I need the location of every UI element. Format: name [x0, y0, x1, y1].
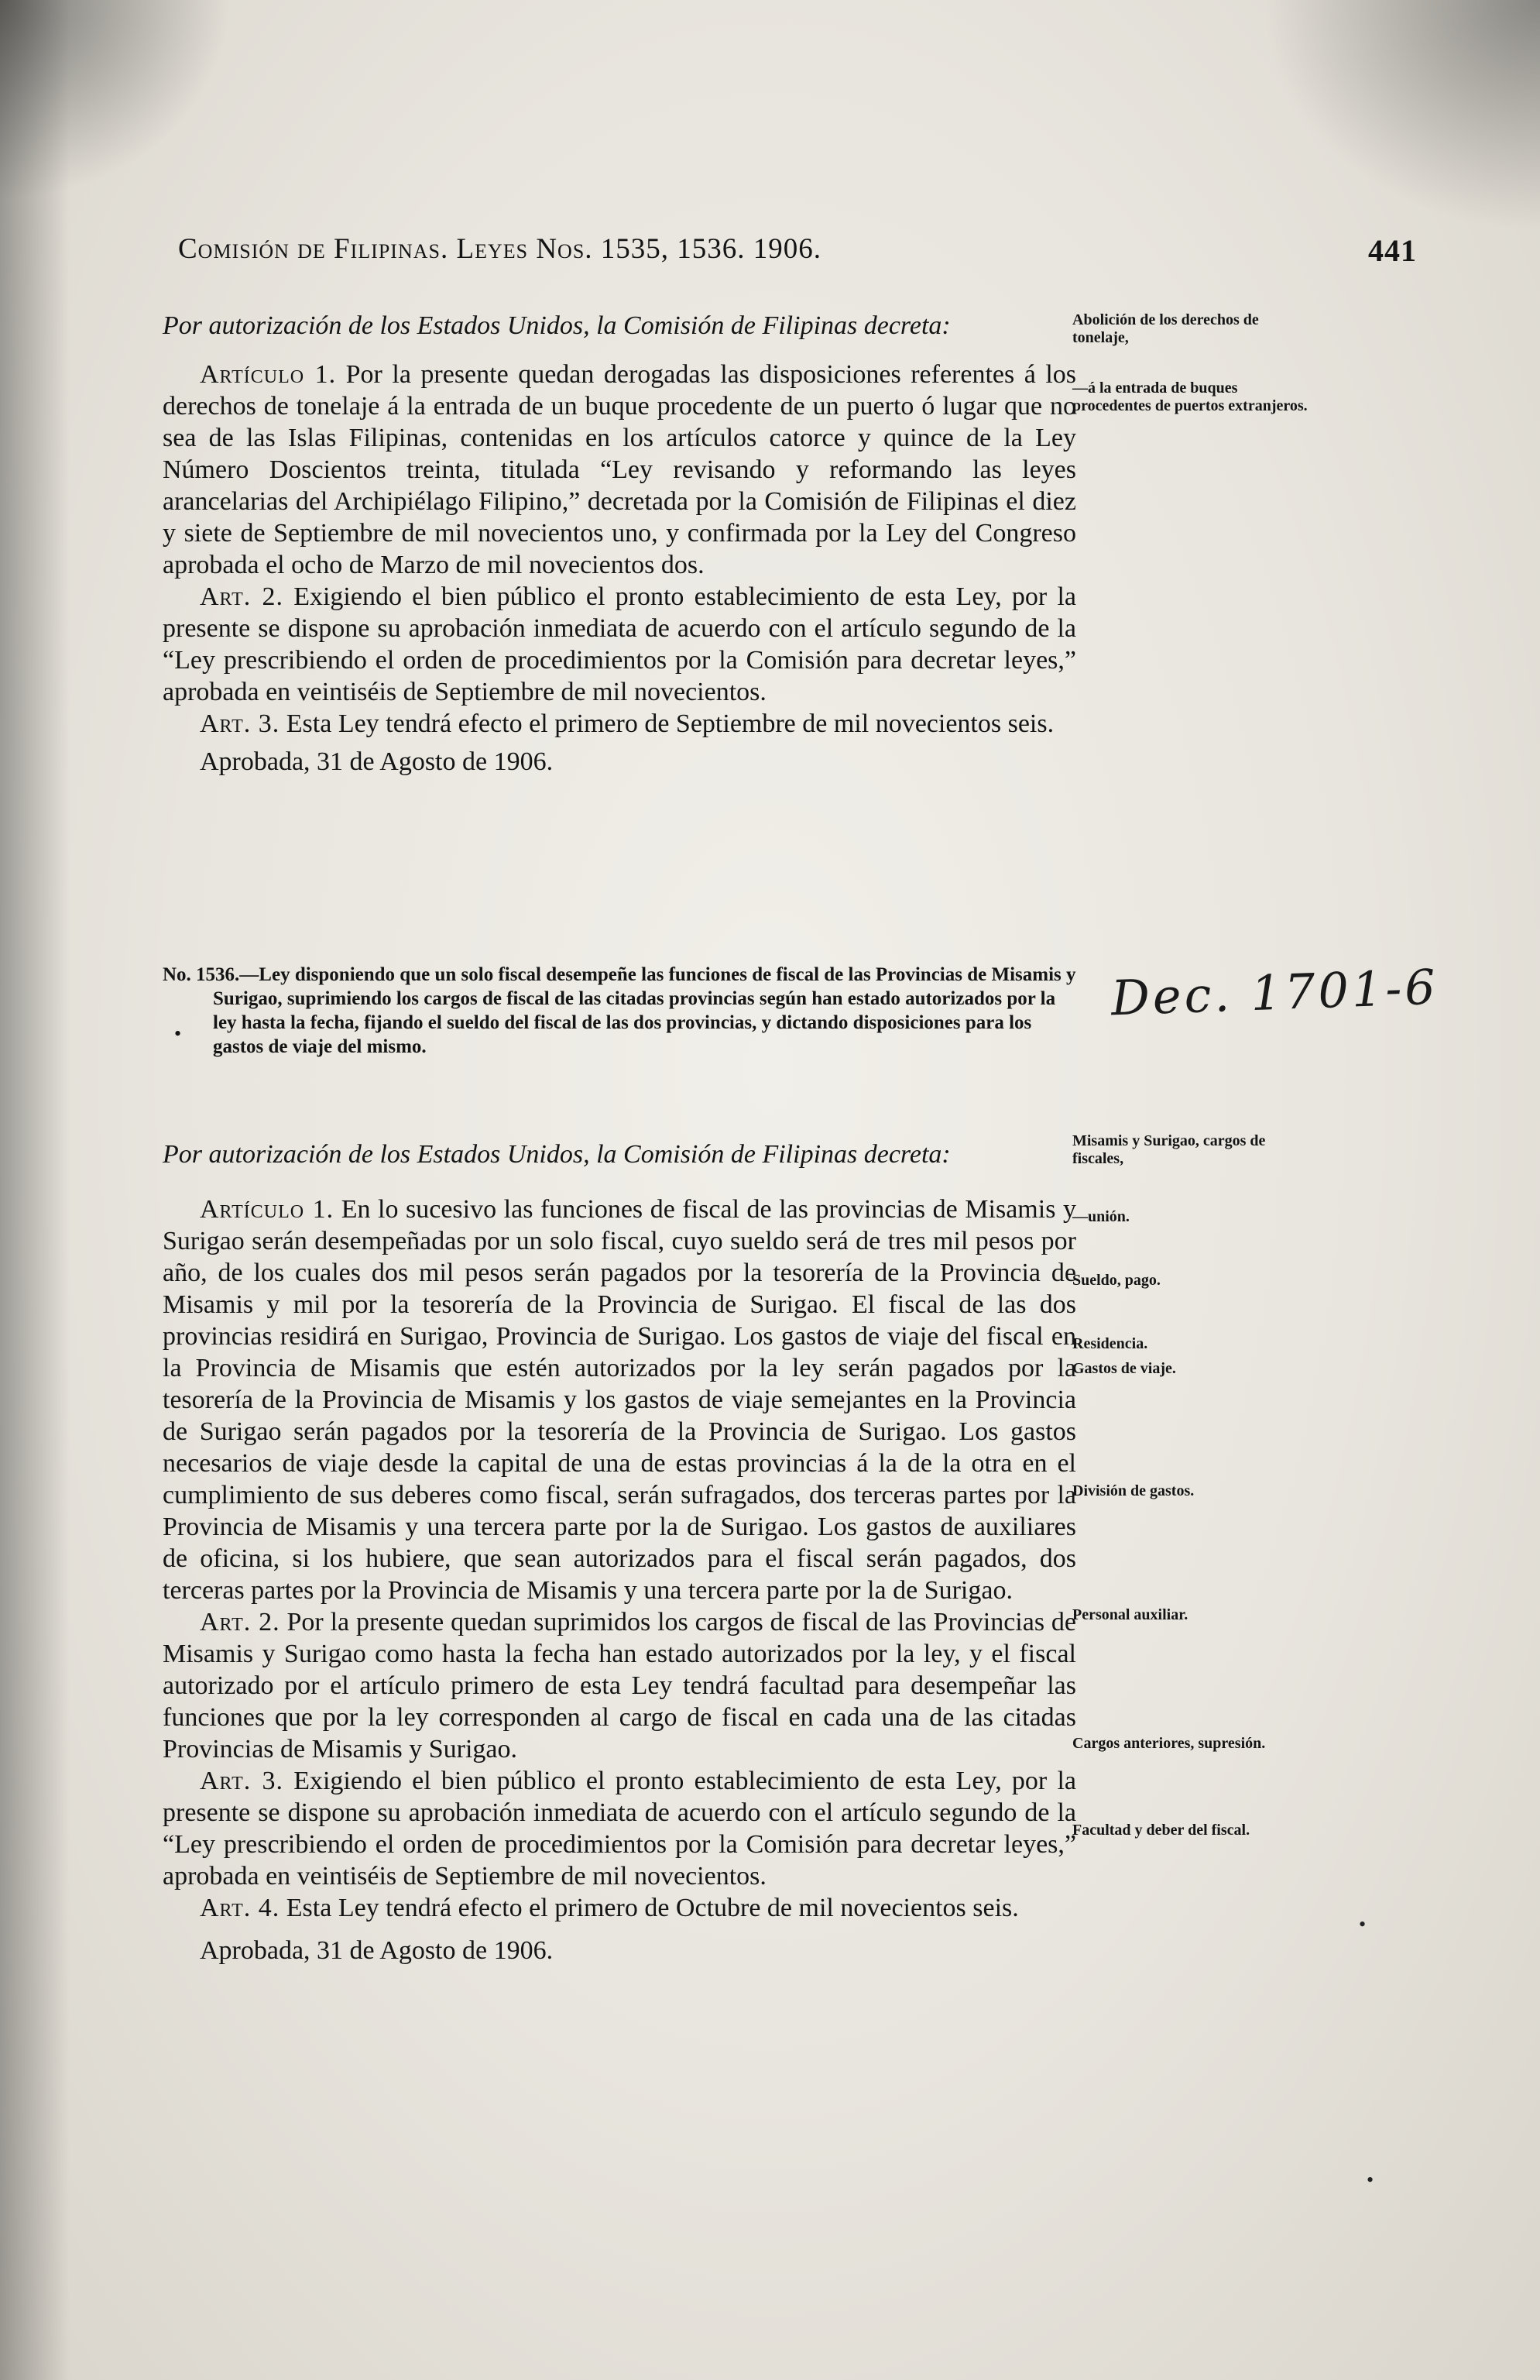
- law-1536-body: [163, 1138, 1076, 1966]
- law-1535-approved: Aprobada, 31 de Agosto de 1906.: [200, 747, 554, 776]
- law-1536-article-3: [163, 1765, 1076, 1892]
- article-text: Por la presente quedan derogadas las disposiciones referentes á los derechos de tonelaje á la entrada de un buque procedente de un puerto ó lugar que no sea de las Islas Filipinas, contenidas en los artículos catorce y quince de la Ley Número Doscientos treinta, titulada “Ley revisando y reformando las leyes arancelarias del Archipiélago Filipino,” decretada por la Comisión de Filipinas el diez y siete de Septiembre de mil novecientos uno, y confirmada por la Ley del Congreso aprobada el ocho de Marzo de mil novecientos dos.: [163, 360, 1077, 579]
- margin-note: Facultad y deber del fiscal.: [1072, 1822, 1250, 1839]
- law-1535-body: [163, 310, 1076, 778]
- law-1535-article-3: [163, 708, 1076, 740]
- margin-note: Personal auxiliar.: [1072, 1606, 1188, 1623]
- article-text: Esta Ley tendrá efecto el primero de Octubre de mil novecientos seis.: [280, 1894, 1019, 1922]
- ink-speck: •: [1359, 1913, 1367, 1935]
- article-label: Art. 2.: [200, 1608, 280, 1636]
- margin-note: Sueldo, pago.: [1072, 1272, 1161, 1289]
- margin-note: Gastos de viaje.: [1072, 1360, 1176, 1377]
- article-label: Art. 4.: [200, 1894, 280, 1922]
- bullet-icon: •: [174, 1022, 182, 1045]
- law-1536-margin-notes: [1072, 1132, 1316, 1907]
- running-head: Comisión de Filipinas. Leyes Nos. 1535, 1536. 1906.: [178, 233, 822, 265]
- law-1536-approved: Aprobada, 31 de Agosto de 1906.: [200, 1936, 554, 1965]
- law-1535-preamble: Por autorización de los Estados Unidos, la Comisión de Filipinas decreta:: [163, 311, 951, 340]
- law-1535-article-1: [163, 359, 1076, 581]
- law-1535-article-2: [163, 581, 1076, 708]
- scan-shadow: [1261, 0, 1540, 232]
- article-label: Art. 3.: [200, 709, 280, 738]
- article-text: Esta Ley tendrá efecto el primero de Septiembre de mil novecientos seis.: [280, 709, 1055, 738]
- law-1536-title: [163, 963, 1080, 1059]
- handwritten-annotation: Dec. 1701-6: [1110, 958, 1439, 1027]
- margin-note: Residencia.: [1072, 1335, 1148, 1352]
- scan-shadow: [0, 0, 70, 2380]
- law-1535-margin-notes: [1072, 311, 1316, 482]
- page-header: [178, 232, 1417, 279]
- ink-speck: •: [1367, 2169, 1374, 2191]
- margin-note: División de gastos.: [1072, 1482, 1195, 1499]
- margin-note: Misamis y Surigao, cargos de fiscales,: [1072, 1132, 1266, 1167]
- law-1536-article-4: [163, 1892, 1076, 1924]
- article-label: Art. 2.: [200, 582, 283, 611]
- page-number: 441: [1368, 233, 1417, 268]
- margin-note: Cargos anteriores, supresión.: [1072, 1735, 1266, 1752]
- article-label: Artículo 1.: [200, 360, 337, 389]
- law-1536-article-2: [163, 1606, 1076, 1765]
- article-text: Exigiendo el bien público el pronto establecimiento de esta Ley, por la presente se dispone su aprobación inmediata de acuerdo con el artículo segundo de la “Ley prescribiendo el orden de procedimientos por la Comisión para decretar leyes,” aprobada en veintiséis de Septiembre de mil novecientos.: [163, 1767, 1076, 1891]
- article-text: Por la presente quedan suprimidos los cargos de fiscal de las Provincias de Misamis y Surigao como hasta la fecha han estado autorizados por la ley, y el fiscal autorizado por el artículo primero de esta Ley tendrá facultad para desempeñar las funciones que por la ley corresponden al cargo de fiscal en cada una de las citadas Provincias de Misamis y Surigao.: [163, 1608, 1077, 1764]
- article-label: Artículo 1.: [200, 1195, 334, 1224]
- law-1536-preamble: Por autorización de los Estados Unidos, la Comisión de Filipinas decreta:: [163, 1140, 951, 1169]
- law-1536-title-text: No. 1536.—Ley disponiendo que un solo fiscal desempeñe las funciones de fiscal de las Provincias de Misamis y Surigao, suprimiendo los cargos de fiscal de las citadas provincias según han estado autorizados por la ley hasta la fecha, fijando el sueldo del fiscal de las dos provincias, y dictando disposiciones para los gastos de viaje del mismo.: [163, 964, 1076, 1057]
- article-text: En lo sucesivo las funciones de fiscal de las provincias de Misamis y Surigao serán desempeñadas por un solo fiscal, cuyo sueldo será de tres mil pesos por año, de los cuales dos mil pesos serán pagados por la tesorería de la Provincia de Misamis y mil por la tesorería de la Provincia de Surigao. El fiscal de las dos provincias residirá en Surigao, Provincia de Surigao. Los gastos de viaje del fiscal en la Provincia de Misamis que estén autorizados por la ley serán pagados por la tesorería de la Provincia de Misamis y los gastos de viaje semejantes en la Provincia de Surigao serán pagados por la tesorería de la Provincia de Surigao. Los gastos necesarios de viaje desde la capital de una de estas provincias á la de la otra en el cumplimiento de sus deberes como fiscal, serán sufragados, dos terceras partes por la Provincia de Misamis y una tercera parte por la de Surigao. Los gastos de auxiliares de oficina, si los hubiere, que sean autorizados para el fiscal serán pagados, dos terceras partes por la Provincia de Misamis y una tercera parte por la de Surigao.: [163, 1195, 1076, 1605]
- margin-note: —á la entrada de buques procedentes de puertos extranjeros.: [1072, 379, 1308, 414]
- margin-note: —unión.: [1072, 1208, 1130, 1225]
- article-label: Art. 3.: [200, 1767, 283, 1795]
- law-1536-article-1: [163, 1193, 1076, 1606]
- margin-note: Abolición de los derechos de tonelaje,: [1072, 311, 1259, 346]
- article-text: Exigiendo el bien público el pronto establecimiento de esta Ley, por la presente se dispone su aprobación inmediata de acuerdo con el artículo segundo de la “Ley prescribiendo el orden de procedimientos por la Comisión para decretar leyes,” aprobada en veintiséis de Septiembre de mil novecientos.: [163, 582, 1076, 706]
